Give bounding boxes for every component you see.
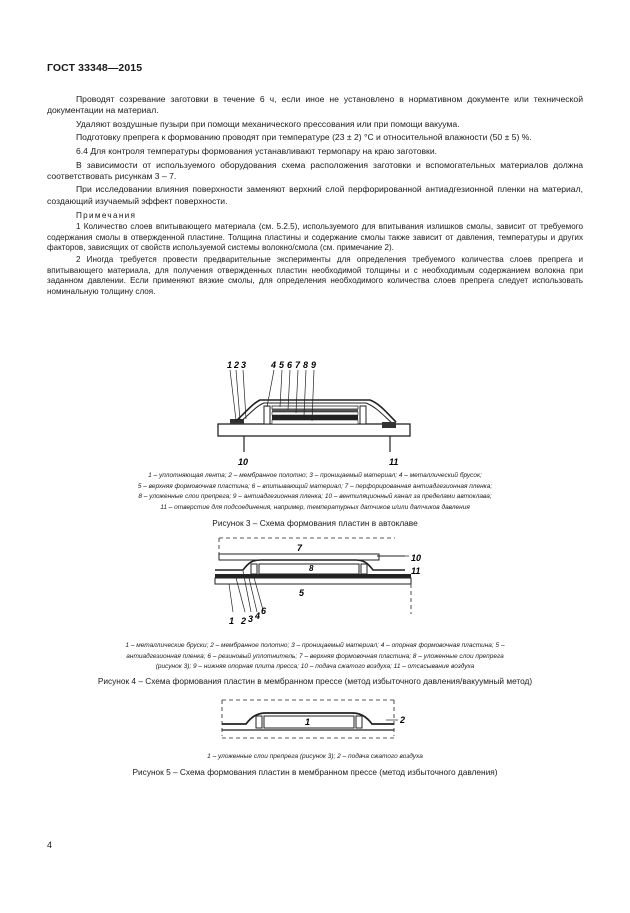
fig4-label: 11 <box>411 566 421 576</box>
fig4-label: 7 <box>297 543 303 553</box>
legend-line: (рисунок 3); 9 – нижняя опорная плита пресса; 10 – подача сжатого воздуха; 11 – отсасывание воздуха <box>155 663 475 670</box>
paragraph: При исследовании влияния поверхности заменяют верхний слой перфорированной антиадгезионной пленки на материал, создающий изучаемый эффект поверхности. <box>47 184 583 206</box>
fig5-label: 2 <box>400 715 406 725</box>
paragraph: Проводят созревание заготовки в течение 6 ч, если иное не установлено в нормативном документе или технической документации на материал. <box>47 94 583 116</box>
paragraph: 6.4 Для контроля температуры формования устанавливают термопару на краю заготовки. <box>76 145 438 156</box>
fig4-label: 4 <box>255 611 261 621</box>
fig3-label: 9 <box>311 360 317 370</box>
paragraph: Подготовку препрега к формованию проводят при температуре (23 ± 2) °С и относительной влажности (50 ± 5) %. <box>76 132 532 143</box>
figure-3-caption: Рисунок 3 – Схема формования пластин в автоклаве <box>212 518 418 528</box>
figure-4-caption: Рисунок 4 – Схема формования пластин в мембранном прессе (метод избыточного давления/вакуумный метод) <box>97 676 533 686</box>
fig3-label: 4 <box>271 360 277 370</box>
figure-5-legend: 1 – уложенные слои препрега (рисунок 3); 2 – подача сжатого воздуха <box>207 753 423 760</box>
note-item: 2 Иногда требуется провести предварительные эксперименты для определения требуемого количества слоев препрега и впитывающего материала, для получения отвержденных пластин необходимой толщины и с необходимым содержанием волокна при заданном давлении. Если применяют вязкие смолы, для определения необходимого количества слоев препрега следует использовать номинальную толщину слоя. <box>47 255 583 297</box>
fig4-label: 8 <box>309 564 314 573</box>
legend-line: антиадгезионная пленка; 6 – резиновый уплотнитель; 7 – верхняя формовочная пластина; 8 – уложенные слои препрега <box>126 652 504 660</box>
figure-5-caption: Рисунок 5 – Схема формования пластин в мембранном прессе (метод избыточного давления) <box>132 767 498 777</box>
legend-line: 1 – металлические бруски; 2 – мембранное полотно; 3 – проницаемый материал; 4 – опорная формовочная пластина; 5 – <box>125 642 505 649</box>
fig3-label: 6 <box>287 360 293 370</box>
legend-line: 8 – уложенные слои препрега; 9 – антиадгезионная пленка; 10 – вентиляционный канал за пределами автоклава; <box>138 493 492 500</box>
fig3-label: 3 <box>241 360 247 370</box>
fig3-label-11: 11 <box>389 457 399 467</box>
figure-5-diagram <box>218 694 418 750</box>
figure-3-legend <box>47 471 583 513</box>
figure-4-svg <box>205 534 440 634</box>
paragraph: Удаляют воздушные пузыри при помощи механического прессования или при помощи вакуума. <box>76 118 460 129</box>
fig4-label: 3 <box>248 614 254 624</box>
fig4-label: 1 <box>229 616 235 626</box>
page-number: 4 <box>47 840 53 850</box>
legend-line: 5 – верхняя формовочная пластина; 6 – впитывающий материал; 7 – перфорированная антиадгезионная пленка; <box>137 482 493 490</box>
fig3-label: 5 <box>279 360 285 370</box>
legend-line: 11 – отверстие для подсоединения, например, температурных датчиков и/или датчиков давления <box>160 503 470 511</box>
fig3-label: 2 <box>234 360 240 370</box>
figure-3-svg <box>200 350 430 470</box>
document-header: ГОСТ 33348—2015 <box>47 62 143 74</box>
fig4-label: 2 <box>241 616 247 626</box>
fig4-label: 10 <box>411 553 422 563</box>
fig3-label: 7 <box>295 360 301 370</box>
fig3-label-10: 10 <box>238 457 249 467</box>
paragraph: В зависимости от используемого оборудования схема расположения заготовки и вспомогательных материалов должна соответствовать рисункам 3 – 7. <box>47 159 583 181</box>
legend-line: 1 – уплотняющая лента; 2 – мембранное полотно; 3 – проницаемый материал; 4 – металлический брусок; <box>148 472 482 479</box>
fig4-label: 6 <box>261 606 267 616</box>
fig4-label: 5 <box>299 588 305 598</box>
figure-5-svg <box>218 694 418 750</box>
fig3-label: 8 <box>303 360 309 370</box>
figure-3-diagram <box>200 350 430 470</box>
fig3-label: 1 <box>227 360 233 370</box>
figure-4-diagram <box>205 534 440 634</box>
notes-title: Примечания <box>76 210 137 220</box>
note-item: 1 Количество слоев впитывающего материала (см. 5.2.5), используемого для впитывания излишков смолы, зависит от требуемого содержания смолы в отвержденной пластине. Толщина пластины и содержание смолы также зависит от давления, температуры и других факторов, зависящих от свойств используемой системы волокно/смола (см. примечание 2). <box>47 221 583 253</box>
main-text <box>47 94 583 299</box>
figure-4-legend <box>47 641 583 673</box>
fig5-label: 1 <box>305 717 311 727</box>
